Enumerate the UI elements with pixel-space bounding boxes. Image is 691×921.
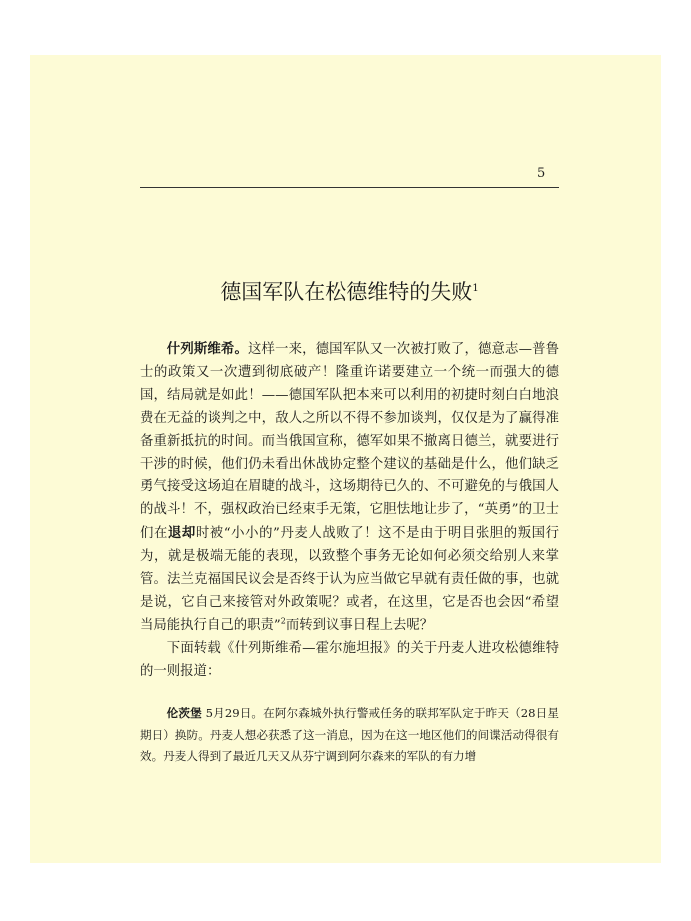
emphasis-word: 退却 <box>167 525 196 542</box>
header-rule <box>140 187 559 188</box>
paragraph-1-text-a: 这样一来，德国军队又一次被打败了，德意志—普鲁士的政策又一次遭到彻底破产！隆重许诺要建立一个统一而强大的德国，结局就是如此！——德国军队把本来可以利用的初捷时刻白白地浪费在无益的谈判之中，敌人之所以不得不参加谈判，仅仅是为了赢得准备重新抵抗的时间。而当俄国宣称，德军如果不撤离日德兰，就要进行干涉的时候，他们仍未看出休战协定整个建议的基础是什么，他们缺乏勇气接受这场迫在眉睫的战斗，这场期待已久的、不可避免的与俄国人的战斗！不，强权政治已经束手无策，它胆怯地让步了，“英勇”的卫士们在 <box>140 342 560 542</box>
quoted-report-paragraph <box>140 703 559 768</box>
paragraph-1-text-c: 而转到议事日程上去呢？ <box>285 617 434 633</box>
title-footnote-marker: 1 <box>472 283 479 294</box>
article-title-text: 德国军队在松德维特的失败 <box>220 280 473 304</box>
paragraph-1-text-b: 时被“小小的”丹麦人战败了！这不是由于明目张胆的叛国行为，就是极端无能的表现，以致整个事务无论如何必须交给别人来掌管。法兰克福国民议会是否终于认为应当做它早就有责任做的事，也就是说，它自己来接管对外政策呢？或者，在这里，它是否也会因“希望当局能执行自己的职责” <box>140 526 560 633</box>
paragraph-1 <box>140 338 559 638</box>
article-title <box>140 276 559 306</box>
paragraph-2: 下面转载《什列斯维希—霍尔施坦报》的关于丹麦人进攻松德维特的一则报道： <box>140 640 559 679</box>
place-heading: 什列斯维希。 <box>166 341 248 357</box>
footnote-marker: 2 <box>280 616 286 626</box>
quoted-report <box>140 703 559 768</box>
article-body <box>140 338 559 684</box>
page-number: 5 <box>537 166 546 181</box>
quote-place-heading: 伦茨堡 <box>166 706 202 720</box>
quote-text: 5月29日。在阿尔森城外执行警戒任务的联邦军队定于昨天（28日星期日）换防。丹麦人想必获悉了这一消息，因为在这一地区他们的间谍活动得很有效。丹麦人得到了最近几天又从芬宁调到阿尔森来的军队的有力增 <box>140 706 559 763</box>
